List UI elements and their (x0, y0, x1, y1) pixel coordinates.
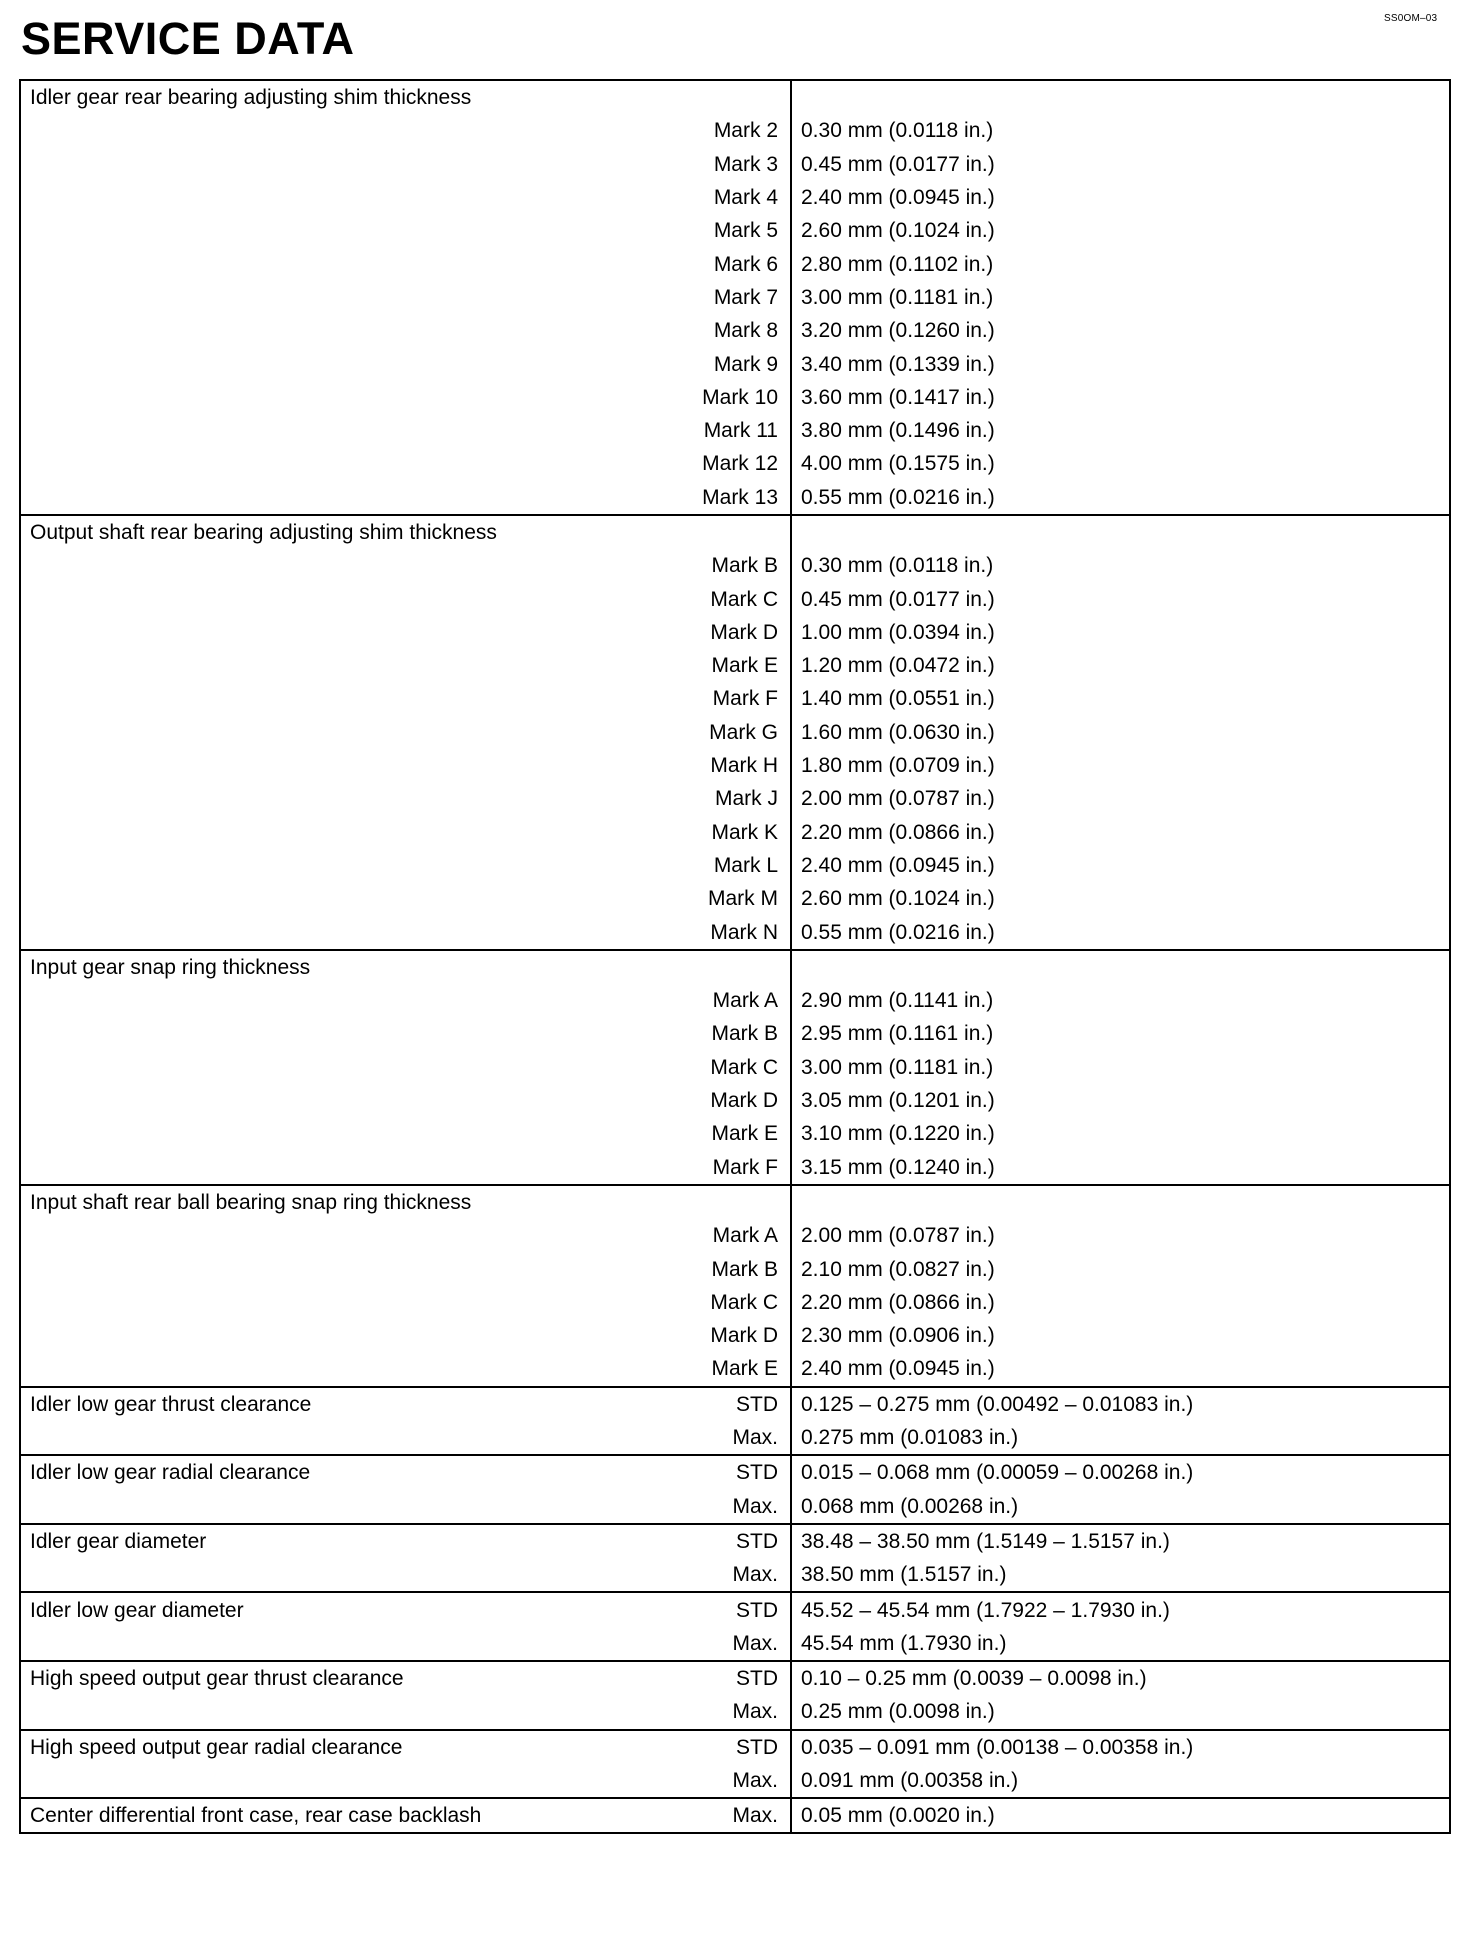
spec-value: 3.00 mm (0.1181 in.) (801, 1055, 994, 1079)
spec-mark: Mark 8 (713, 319, 778, 343)
spec-row (21, 849, 1449, 882)
spec-row (21, 414, 1449, 447)
spec-row-left-cell (21, 1292, 790, 1313)
spec-value: 0.10 – 0.25 mm (0.0039 – 0.0098 in.) (801, 1667, 1147, 1691)
spec-row-left-cell (21, 287, 790, 308)
spec-row (21, 1489, 1449, 1522)
spec-section-title: Idler gear rear bearing adjusting shim thickness (30, 86, 472, 110)
spec-section (21, 1799, 1449, 1834)
spec-mark: Mark A (712, 1224, 778, 1248)
spec-row-left-cell (21, 1325, 790, 1346)
spec-mark: Mark B (711, 1022, 778, 1046)
spec-row-left-cell (21, 1123, 790, 1144)
spec-value: 2.10 mm (0.0827 in.) (801, 1257, 995, 1281)
spec-value: 0.091 mm (0.00358 in.) (801, 1768, 1019, 1792)
spec-row (21, 1151, 1449, 1184)
spec-value: 0.30 mm (0.0118 in.) (801, 554, 994, 578)
spec-value: 2.00 mm (0.0787 in.) (801, 1224, 995, 1248)
spec-row (21, 1319, 1449, 1352)
spec-row (21, 1051, 1449, 1084)
spec-value: 0.25 mm (0.0098 in.) (801, 1700, 995, 1724)
spec-value: 3.05 mm (0.1201 in.) (801, 1089, 995, 1113)
spec-value: 2.90 mm (0.1141 in.) (801, 989, 994, 1013)
spec-row-left-cell (21, 1057, 790, 1078)
spec-mark: Mark A (712, 989, 778, 1013)
spec-value: 0.45 mm (0.0177 in.) (801, 152, 995, 176)
spec-row (21, 1627, 1449, 1660)
spec-mark: STD (736, 1667, 778, 1691)
spec-row (21, 1456, 1449, 1489)
spec-row (21, 1558, 1449, 1591)
spec-row-left-cell (21, 822, 790, 843)
spec-value: 2.20 mm (0.0866 in.) (801, 820, 995, 844)
spec-mark: STD (736, 1392, 778, 1416)
spec-row-left-cell (21, 1462, 790, 1483)
spec-mark: Max. (732, 1563, 778, 1587)
spec-section (21, 1662, 1449, 1731)
spec-row (21, 1017, 1449, 1050)
spec-value: 2.30 mm (0.0906 in.) (801, 1324, 995, 1348)
spec-row (21, 716, 1449, 749)
spec-mark: Mark 5 (713, 219, 778, 243)
spec-row (21, 281, 1449, 314)
spec-section-title-row (21, 951, 1449, 984)
spec-value: 1.20 mm (0.0472 in.) (801, 654, 995, 678)
spec-row (21, 984, 1449, 1017)
spec-row-left-cell (21, 1737, 790, 1758)
spec-section-title: Input shaft rear ball bearing snap ring thickness (30, 1190, 472, 1214)
spec-row (21, 1695, 1449, 1728)
spec-value: 0.30 mm (0.0118 in.) (801, 119, 994, 143)
spec-value: 2.60 mm (0.1024 in.) (801, 887, 995, 911)
spec-row-left-cell (21, 888, 790, 909)
spec-row (21, 1252, 1449, 1285)
spec-mark: Max. (732, 1804, 778, 1828)
spec-row (21, 1219, 1449, 1252)
spec-mark: Mark L (713, 853, 778, 877)
spec-row-left-cell (21, 254, 790, 275)
spec-row-left-cell (21, 1531, 790, 1552)
spec-mark: Max. (732, 1768, 778, 1792)
spec-mark: Mark 4 (713, 186, 778, 210)
spec-section-title: Center differential front case, rear case backlash (30, 1804, 482, 1828)
spec-value: 0.55 mm (0.0216 in.) (801, 920, 995, 944)
page-title: SERVICE DATA (21, 13, 355, 64)
spec-section (21, 1388, 1449, 1457)
spec-row-left-cell (21, 187, 790, 208)
spec-mark: STD (736, 1598, 778, 1622)
spec-row (21, 1388, 1449, 1421)
spec-mark: Mark N (710, 920, 778, 944)
spec-section (21, 1593, 1449, 1662)
spec-row (21, 1764, 1449, 1797)
spec-row-left-cell (21, 1225, 790, 1246)
spec-value: 0.05 mm (0.0020 in.) (801, 1804, 995, 1828)
spec-row (21, 616, 1449, 649)
spec-row (21, 649, 1449, 682)
spec-row-left-cell (21, 1600, 790, 1621)
spec-mark: Mark M (708, 887, 778, 911)
spec-section-title: Idler low gear radial clearance (30, 1461, 311, 1485)
spec-row-left-cell (21, 855, 790, 876)
spec-mark: Mark 6 (713, 252, 778, 276)
spec-row-left-cell (21, 120, 790, 141)
spec-value: 2.40 mm (0.0945 in.) (801, 853, 995, 877)
spec-value: 0.125 – 0.275 mm (0.00492 – 0.01083 in.) (801, 1392, 1194, 1416)
spec-section-title-row (21, 81, 1449, 114)
spec-row-left-cell (21, 1090, 790, 1111)
spec-value: 0.275 mm (0.01083 in.) (801, 1426, 1019, 1450)
spec-section (21, 81, 1449, 516)
spec-value: 2.60 mm (0.1024 in.) (801, 219, 995, 243)
spec-value: 0.55 mm (0.0216 in.) (801, 485, 995, 509)
spec-value: 3.10 mm (0.1220 in.) (801, 1122, 995, 1146)
spec-row (21, 314, 1449, 347)
spec-row (21, 214, 1449, 247)
spec-mark: Mark 12 (702, 452, 778, 476)
spec-row (21, 915, 1449, 948)
spec-mark: Max. (732, 1494, 778, 1518)
spec-value: 3.20 mm (0.1260 in.) (801, 319, 995, 343)
spec-row-left-cell (21, 722, 790, 743)
spec-mark: STD (736, 1461, 778, 1485)
spec-mark: Mark E (711, 1122, 778, 1146)
document-code: SS0OM–03 (1384, 13, 1438, 24)
spec-value: 45.54 mm (1.7930 in.) (801, 1631, 1007, 1655)
spec-row-left-cell (21, 788, 790, 809)
spec-section (21, 1456, 1449, 1525)
spec-section-title: High speed output gear radial clearance (30, 1735, 403, 1759)
spec-value: 38.50 mm (1.5157 in.) (801, 1563, 1007, 1587)
spec-section-title: Idler low gear thrust clearance (30, 1392, 312, 1416)
spec-mark: Mark 10 (702, 385, 778, 409)
spec-mark: Mark J (715, 787, 778, 811)
spec-section-title: Idler gear diameter (30, 1529, 207, 1553)
spec-mark: Mark D (710, 1324, 778, 1348)
spec-row (21, 782, 1449, 815)
spec-row-left-cell (21, 487, 790, 508)
spec-value: 0.45 mm (0.0177 in.) (801, 587, 995, 611)
spec-row-left-cell (21, 220, 790, 241)
spec-row (21, 481, 1449, 514)
spec-mark: Mark F (712, 687, 778, 711)
spec-section (21, 951, 1449, 1186)
spec-row-left-cell (21, 354, 790, 375)
spec-mark: Mark 2 (713, 119, 778, 143)
spec-row (21, 882, 1449, 915)
spec-row-left-cell (21, 1358, 790, 1379)
spec-row-left-cell (21, 1157, 790, 1178)
spec-value: 0.015 – 0.068 mm (0.00059 – 0.00268 in.) (801, 1461, 1194, 1485)
spec-row-left-cell (21, 1023, 790, 1044)
spec-row-left-cell (21, 1633, 790, 1654)
spec-value: 0.035 – 0.091 mm (0.00138 – 0.00358 in.) (801, 1735, 1194, 1759)
spec-row (21, 582, 1449, 615)
spec-value: 0.068 mm (0.00268 in.) (801, 1494, 1019, 1518)
spec-row (21, 447, 1449, 480)
spec-row-left-cell (21, 1427, 790, 1448)
spec-row (21, 1286, 1449, 1319)
spec-row (21, 1799, 1449, 1832)
spec-row (21, 816, 1449, 849)
spec-row-left-cell (21, 1668, 790, 1689)
spec-section (21, 516, 1449, 951)
spec-row-left-cell (21, 1770, 790, 1791)
spec-mark: Mark 11 (703, 419, 778, 443)
spec-value: 38.48 – 38.50 mm (1.5149 – 1.5157 in.) (801, 1529, 1170, 1553)
spec-section (21, 1186, 1449, 1388)
spec-value: 2.40 mm (0.0945 in.) (801, 1357, 995, 1381)
spec-value: 4.00 mm (0.1575 in.) (801, 452, 995, 476)
spec-value: 1.80 mm (0.0709 in.) (801, 754, 995, 778)
spec-mark: Mark C (710, 1055, 778, 1079)
spec-value: 3.80 mm (0.1496 in.) (801, 419, 995, 443)
spec-row-left-cell (21, 320, 790, 341)
spec-row-left-cell (21, 1701, 790, 1722)
spec-row (21, 1421, 1449, 1454)
spec-row (21, 1593, 1449, 1626)
spec-value: 1.00 mm (0.0394 in.) (801, 620, 995, 644)
spec-row-left-cell (21, 589, 790, 610)
spec-value: 2.40 mm (0.0945 in.) (801, 186, 995, 210)
spec-row (21, 114, 1449, 147)
spec-row-left-cell (21, 1564, 790, 1585)
spec-row (21, 749, 1449, 782)
spec-mark: STD (736, 1735, 778, 1759)
spec-mark: Mark K (711, 820, 778, 844)
spec-mark: Mark 3 (713, 152, 778, 176)
spec-section (21, 1525, 1449, 1594)
spec-row-left-cell (21, 387, 790, 408)
spec-value: 45.52 – 45.54 mm (1.7922 – 1.7930 in.) (801, 1598, 1170, 1622)
spec-section-title: High speed output gear thrust clearance (30, 1667, 404, 1691)
spec-row-left-cell (21, 622, 790, 643)
spec-value: 3.40 mm (0.1339 in.) (801, 352, 995, 376)
spec-row-left-cell (21, 922, 790, 943)
spec-row-left-cell (21, 1496, 790, 1517)
spec-row-left-cell (21, 755, 790, 776)
spec-mark: Mark 9 (713, 352, 778, 376)
spec-row (21, 247, 1449, 280)
spec-mark: Mark D (710, 1089, 778, 1113)
service-data-table (19, 79, 1451, 1834)
spec-mark: Mark F (712, 1155, 778, 1179)
spec-row (21, 682, 1449, 715)
spec-row (21, 381, 1449, 414)
spec-row-left-cell (21, 555, 790, 576)
spec-row-left-cell (21, 1805, 790, 1826)
spec-row (21, 1352, 1449, 1385)
spec-row-left-cell (21, 688, 790, 709)
spec-row-left-cell (21, 1394, 790, 1415)
spec-value: 2.95 mm (0.1161 in.) (801, 1022, 994, 1046)
spec-mark: Mark E (711, 1357, 778, 1381)
spec-row-left-cell (21, 1259, 790, 1280)
spec-mark: Mark 13 (702, 485, 778, 509)
spec-mark: Mark H (710, 754, 778, 778)
spec-section-title-row (21, 1186, 1449, 1219)
spec-mark: Mark E (711, 654, 778, 678)
spec-mark: Mark B (711, 554, 778, 578)
spec-row (21, 1662, 1449, 1695)
spec-mark: Mark G (709, 720, 778, 744)
spec-row (21, 1084, 1449, 1117)
spec-mark: Mark C (710, 587, 778, 611)
spec-section-title: Idler low gear diameter (30, 1598, 244, 1622)
spec-mark: Max. (732, 1700, 778, 1724)
spec-mark: Mark D (710, 620, 778, 644)
spec-value: 2.20 mm (0.0866 in.) (801, 1290, 995, 1314)
spec-row-left-cell (21, 655, 790, 676)
spec-value: 1.60 mm (0.0630 in.) (801, 720, 995, 744)
spec-row-left-cell (21, 453, 790, 474)
spec-row (21, 549, 1449, 582)
spec-value: 2.00 mm (0.0787 in.) (801, 787, 995, 811)
spec-row (21, 1525, 1449, 1558)
spec-row (21, 347, 1449, 380)
spec-value: 3.00 mm (0.1181 in.) (801, 285, 994, 309)
spec-mark: Max. (732, 1426, 778, 1450)
spec-row-left-cell (21, 154, 790, 175)
spec-mark: Max. (732, 1631, 778, 1655)
spec-value: 3.15 mm (0.1240 in.) (801, 1155, 995, 1179)
spec-section-title: Output shaft rear bearing adjusting shim thickness (30, 521, 497, 544)
spec-row (21, 181, 1449, 214)
spec-section (21, 1731, 1449, 1800)
spec-value: 1.40 mm (0.0551 in.) (801, 687, 995, 711)
spec-mark: STD (736, 1529, 778, 1553)
spec-section-title-row (21, 516, 1449, 549)
spec-value: 2.80 mm (0.1102 in.) (801, 252, 994, 276)
spec-section-title: Input gear snap ring thickness (30, 955, 311, 979)
spec-row (21, 1117, 1449, 1150)
spec-mark: Mark 7 (713, 285, 778, 309)
spec-row-left-cell (21, 420, 790, 441)
spec-mark: Mark C (710, 1290, 778, 1314)
spec-row (21, 148, 1449, 181)
spec-row (21, 1731, 1449, 1764)
spec-value: 3.60 mm (0.1417 in.) (801, 385, 995, 409)
spec-row-left-cell (21, 990, 790, 1011)
spec-mark: Mark B (711, 1257, 778, 1281)
